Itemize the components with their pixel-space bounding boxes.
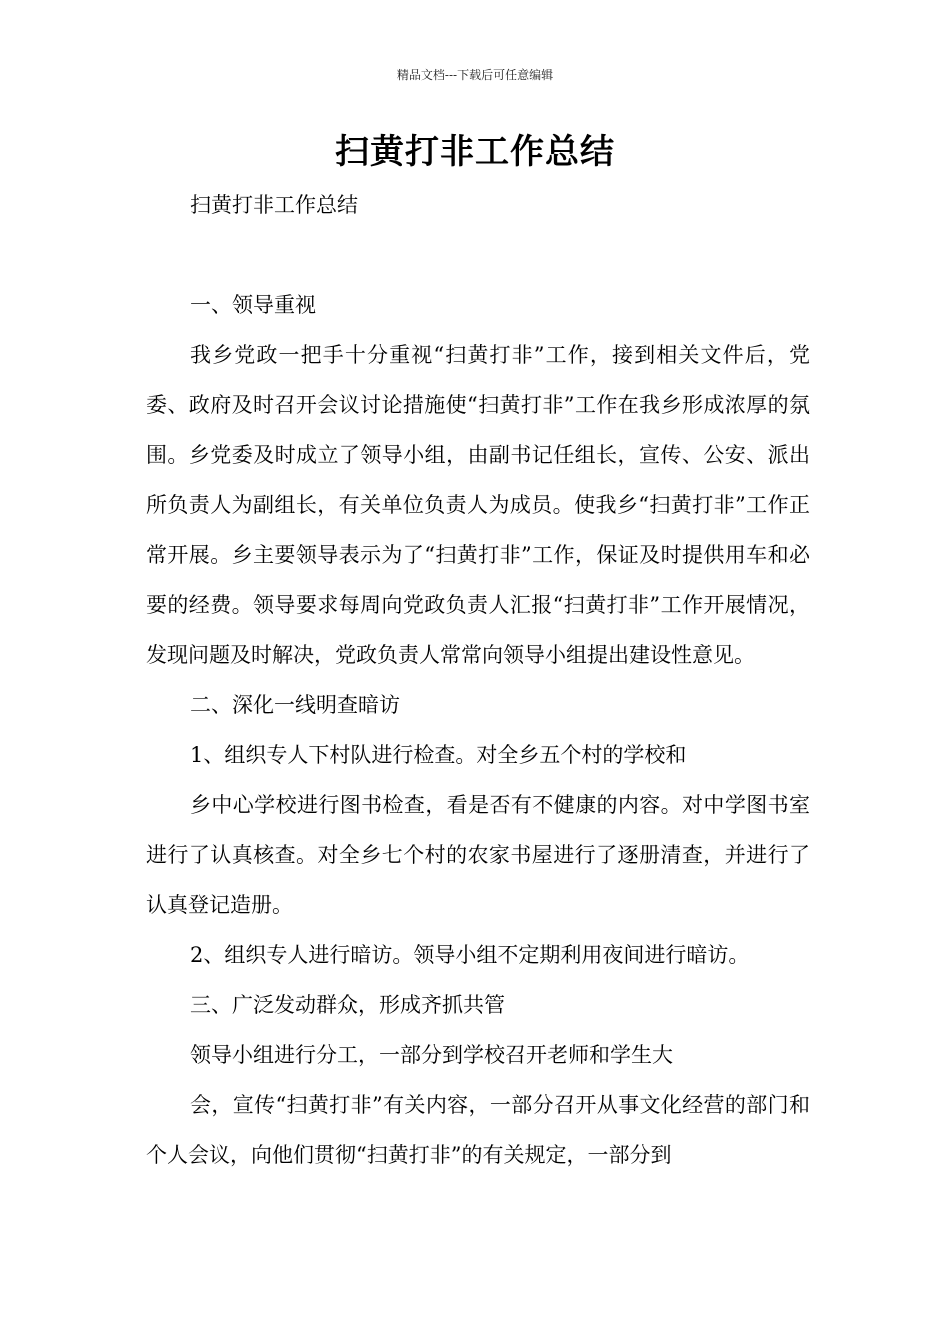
paragraph-2: 1、组织专人下村队进行检查。对全乡五个村的学校和 [190,743,687,767]
page-header: 精品文档---下载后可任意编辑 [396,68,554,82]
document-subtitle: 扫黄打非工作总结 [190,193,358,217]
document-title: 扫黄打非工作总结 [335,132,615,172]
paragraph-1: 我乡党政一把手十分重视“扫黄打非”工作，接到相关文件后，党委、政府及时召开会议讨论措施使“扫黄打非”工作在我乡形成浓厚的氛围。乡党委及时成立了领导小组，由副书记任组长，宣传、公安、派出所负责人为副组长，有关单位负责人为成员。使我乡“扫黄打非”工作正常开展。乡主要领导表示为了“扫黄打非”工作，保证及时提供用车和必要的经费。领导要求每周向党政负责人汇报“扫黄打非”工作开展情况，发现问题及时解决，党政负责人常常向领导小组提出建设性意见。 [146,343,810,667]
paragraph-3: 乡中心学校进行图书检查，看是否有不健康的内容。对中学图书室进行了认真核查。对全乡七个村的农家书屋进行了逐册清查，并进行了认真登记造册。 [146,793,810,917]
paragraph-6: 会，宣传“扫黄打非”有关内容，一部分召开从事文化经营的部门和个人会议，向他们贯彻“扫黄打非”的有关规定，一部分到 [146,1093,810,1167]
section-heading-1: 一、领导重视 [190,293,316,317]
section-heading-3: 三、广泛发动群众，形成齐抓共管 [190,993,505,1017]
document-body [146,180,810,1180]
section-heading-2: 二、深化一线明查暗访 [190,693,400,717]
paragraph-5: 领导小组进行分工，一部分到学校召开老师和学生大 [190,1043,673,1067]
paragraph-4: 2、组织专人进行暗访。领导小组不定期利用夜间进行暗访。 [190,943,750,967]
